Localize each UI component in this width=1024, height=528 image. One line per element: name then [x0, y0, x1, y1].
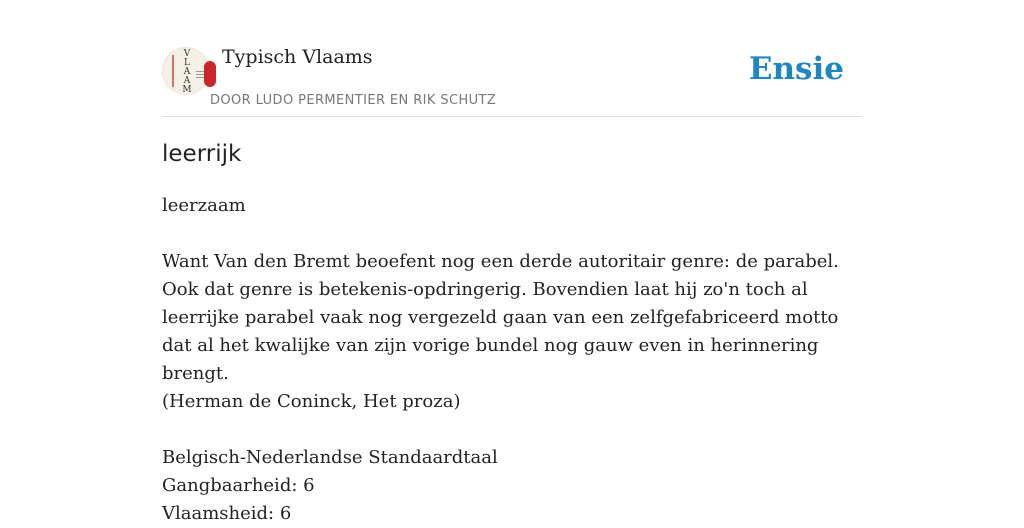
- typisch-vlaams-logo[interactable]: [162, 47, 210, 95]
- logo-accent-line: [172, 55, 174, 87]
- byline: DOOR LUDO PERMENTIER EN RIK SCHUTZ: [210, 93, 497, 108]
- language-variant: Belgisch-Nederlandse Standaardtaal: [162, 447, 498, 468]
- ensie-brand-link[interactable]: Ensie: [748, 51, 844, 87]
- example-source: (Herman de Coninck, Het proza): [162, 391, 461, 412]
- site-header: [162, 40, 862, 117]
- logo-text-lines: [196, 71, 204, 80]
- gangbaarheid-score: Gangbaarheid: 6: [162, 475, 315, 496]
- site-title[interactable]: Typisch Vlaams: [222, 46, 373, 68]
- entry-metadata: [162, 444, 862, 528]
- logo-red-mark: [204, 61, 216, 87]
- entry-word: leerrijk: [162, 141, 242, 167]
- logo-lettering: V L A A M: [182, 49, 192, 95]
- entry-example: [162, 248, 862, 416]
- vlaamsheid-score: Vlaamsheid: 6: [162, 503, 292, 524]
- entry-content: [162, 138, 862, 528]
- entry-definition: leerzaam: [162, 195, 246, 216]
- example-quote: Want Van den Bremt beoefent nog een derde autoritair genre: de parabel. Ook dat genre is betekenis-opdringerig. Bovendien laat hij zo'n toch al leerrijke parabel vaak nog vergezeld gaan van een zelfgefabriceerd motto dat al het kwalijke van zijn vorige bundel nog gauw even in herinnering brengt.: [162, 251, 839, 384]
